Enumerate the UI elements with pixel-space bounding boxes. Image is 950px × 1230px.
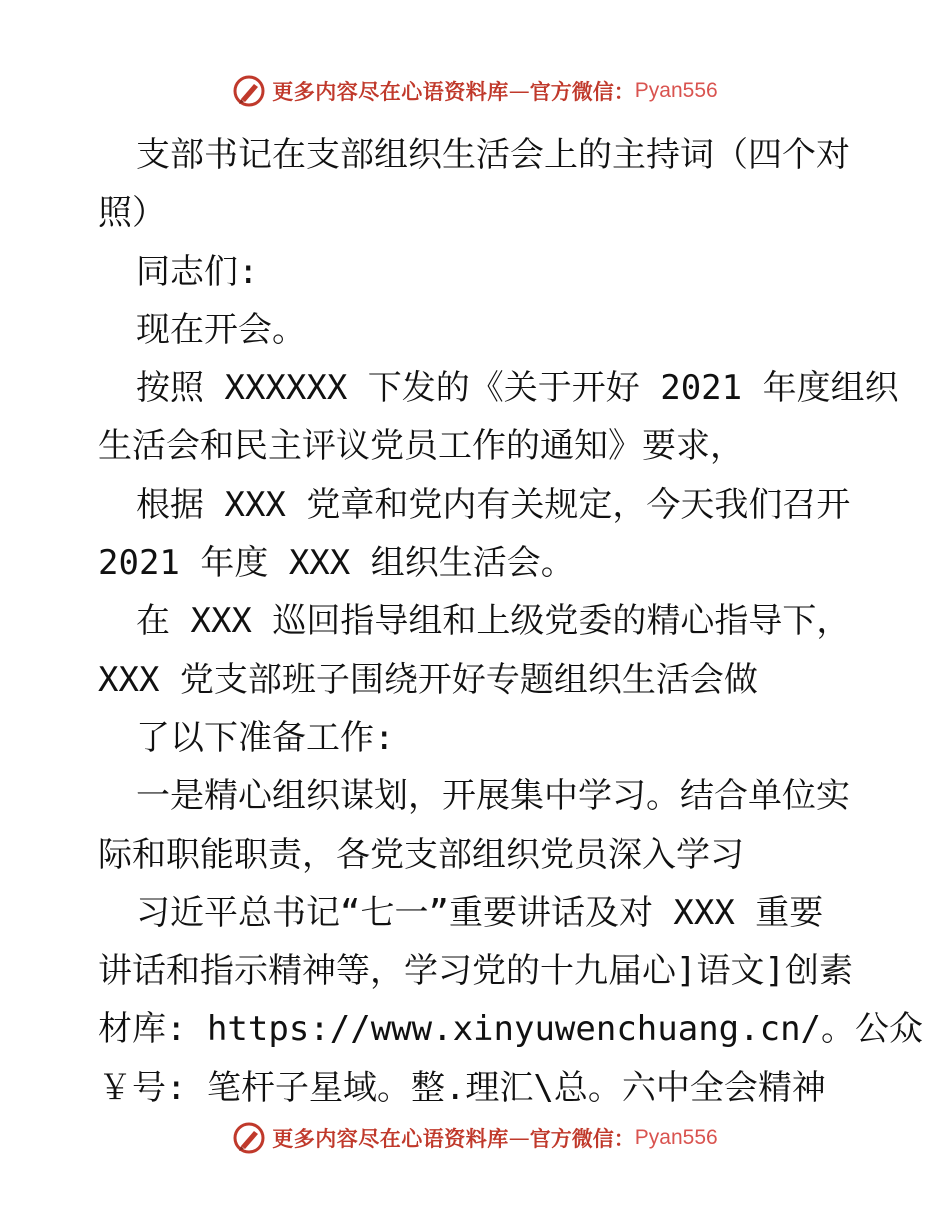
text-line: 生活会和民主评议党员工作的通知》要求， [98, 426, 744, 467]
header-watermark-banner [0, 71, 950, 111]
text-line: 际和职能职责，各党支部组织党员深入学习 [98, 834, 744, 875]
text-line: 根据 XXX 党章和党内有关规定，今天我们召开 [136, 484, 851, 525]
footer-watermark-banner [0, 1118, 950, 1158]
text-line: ￥号: 笔杆子星域。整.理汇\总。六中全会精神 [98, 1067, 826, 1108]
text-line: 在 XXX 巡回指导组和上级党委的精心指导下， [136, 601, 851, 642]
text-line: 讲话和指示精神等，学习党的十九届心]语文]创素 [98, 951, 853, 992]
banner-wechat-id: Pyan556 [634, 79, 718, 102]
document-body [98, 126, 924, 1117]
text-line: XXX 党支部班子围绕开好专题组织生活会做 [98, 659, 758, 700]
banner-wechat-label: 官方微信： [529, 1126, 635, 1151]
text-line: 现在开会。 [136, 309, 306, 350]
pen-logo-icon [232, 1121, 266, 1155]
banner-text: 更多内容尽在心语资料库 [272, 79, 509, 104]
text-line: 2021 年度 XXX 组织生活会。 [98, 543, 575, 584]
text-line: 支部书记在支部组织生活会上的主持词（四个对 [136, 135, 850, 175]
pen-logo-icon [232, 74, 266, 108]
text-line: 一是精心组织谋划，开展集中学习。结合单位实 [136, 776, 850, 817]
banner-wechat-label: 官方微信： [529, 79, 635, 104]
banner-dash: — [508, 1126, 530, 1150]
text-line: 习近平总书记“七一”重要讲话及对 XXX 重要 [136, 892, 824, 933]
text-line: 照） [98, 193, 166, 234]
text-line: 了以下准备工作: [136, 717, 395, 758]
text-line: 按照 XXXXXX 下发的《关于开好 2021 年度组织 [136, 368, 899, 409]
text-line: 同志们: [136, 251, 259, 292]
text-line: 材库: https://www.xinyuwenchuang.cn/。公众 [98, 1009, 924, 1050]
banner-dash: — [508, 79, 530, 103]
banner-wechat-id: Pyan556 [634, 1126, 718, 1149]
banner-text: 更多内容尽在心语资料库 [272, 1126, 509, 1151]
